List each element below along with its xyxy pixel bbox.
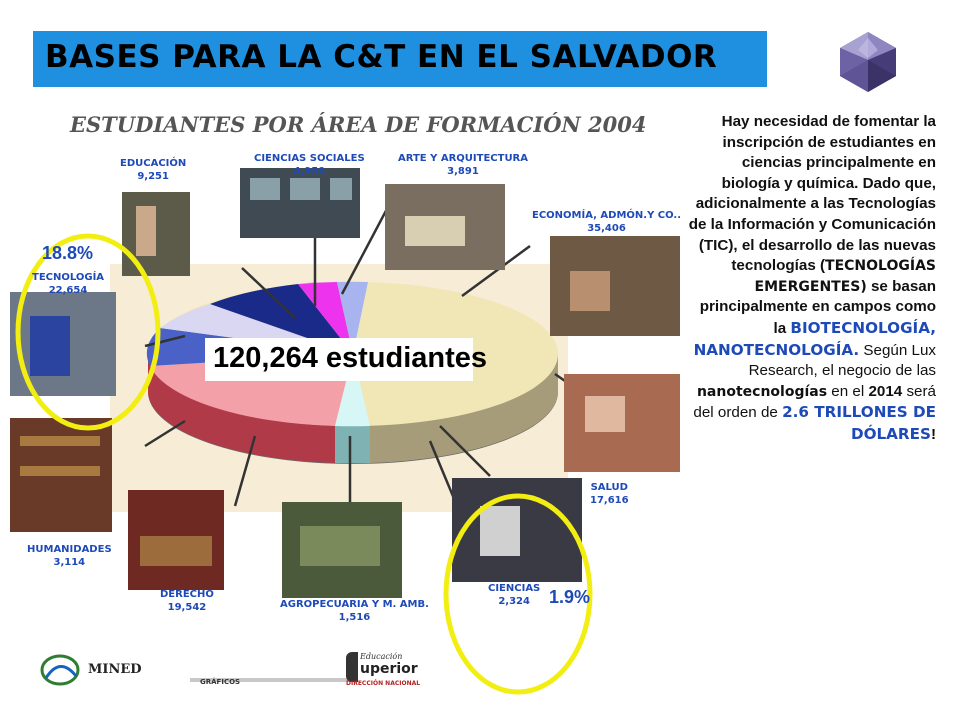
label-humanidades: HUMANIDADES 3,114 (27, 544, 112, 568)
page-title: BASES PARA LA C&T EN EL SALVADOR (45, 39, 718, 75)
label-arte-arquitectura: ARTE Y ARQUITECTURA 3,891 (398, 153, 528, 177)
note-exclamation: ! (930, 425, 936, 443)
label-ciencias-sociales: CIENCIAS SOCIALES 4,950 (254, 153, 365, 177)
note-text-1: Hay necesidad de fomentar la inscripción de estudiantes en ciencias principalmente en biología y química. Dado que, adicionalmente a las Tecnologías de la Información y Comunicación (TIC), el desarrollo de las nuevas tecnologías ( (688, 113, 936, 275)
tecnologia-percentage: 18.8% (42, 243, 94, 263)
note-biotech: BIOTECNOLOGÍA, NANOTECNOLOGÍA. (693, 318, 936, 359)
figure-subtitle: ESTUDIANTES POR ÁREA DE FORMACIÓN 2004 (70, 112, 647, 137)
title-banner (33, 31, 767, 87)
label-educacion: EDUCACIÓN 9,251 (120, 158, 187, 182)
note-text-5: será del orden de (693, 382, 936, 422)
explanatory-note (688, 112, 936, 446)
total-students-box (205, 338, 488, 381)
footer-caption: GRÁFICOS (200, 678, 241, 686)
label-salud: SALUD 17,616 (590, 482, 629, 506)
note-text-4: en el (827, 382, 869, 400)
label-agropecuaria: AGROPECUARIA Y M. AMB. 1,516 (280, 599, 429, 623)
label-derecho: DERECHO 19,542 (160, 589, 214, 613)
label-tecnologia: TECNOLOGÍA 22,654 (32, 272, 105, 296)
note-amount: 2.6 TRILLONES DE DÓLARES (782, 403, 936, 443)
note-nanotech: nanotecnologías (696, 383, 828, 400)
label-economia: ECONOMÍA, ADMÓN.Y CO.. 35,406 (532, 210, 682, 234)
note-text-3: Según Lux Research, el negocio de las (748, 341, 936, 380)
note-year: 2014 (868, 382, 903, 400)
ciencias-percentage: 1.9% (549, 587, 591, 607)
label-ciencias: CIENCIAS 2,324 (488, 583, 541, 607)
mined-logo: MINED (38, 648, 168, 692)
educacion-superior-logo: Educación uperior DIRECCIÓN NACIONAL (346, 652, 421, 687)
total-students: 120,264 estudiantes (213, 342, 488, 374)
note-text-2: se basan principalmente en campos como la (699, 277, 936, 337)
crystal-gem-icon (836, 30, 900, 94)
note-emerging-tech: TECNOLOGÍAS EMERGENTES) (754, 258, 936, 295)
